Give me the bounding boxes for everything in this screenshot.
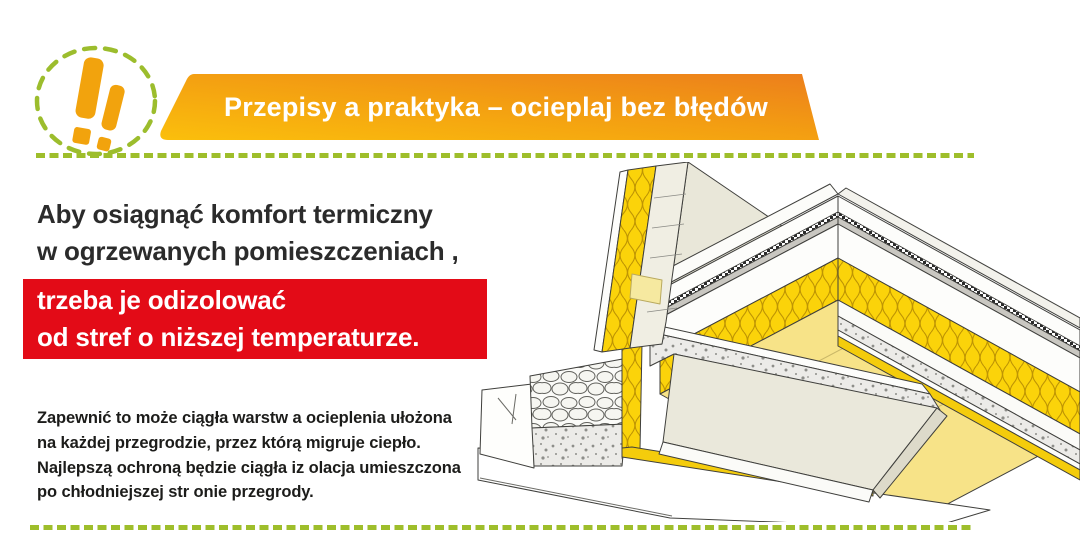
top-dashed-divider bbox=[36, 153, 974, 158]
highlight-line-1: trzeba je odizolować bbox=[37, 285, 286, 315]
double-exclamation-icon bbox=[32, 44, 164, 162]
body-line-2: na każdej przegrodzie, przez którą migruje ciepło. bbox=[37, 433, 421, 452]
body-paragraph bbox=[37, 406, 461, 505]
body-line-4: po chłodniejszej str onie przegrody. bbox=[37, 483, 314, 502]
exclamation-marks bbox=[70, 56, 126, 152]
insulation-cutaway-illustration bbox=[470, 162, 1080, 522]
page-title: Przepisy a praktyka – ocieplaj bez błędów bbox=[224, 92, 768, 122]
highlight-line-2: od stref o niższej temperaturze. bbox=[37, 322, 420, 352]
intro-line-2: w ogrzewanych pomieszczeniach , bbox=[37, 236, 459, 266]
body-line-3: Najlepszą ochroną będzie ciągła iz olacja umieszczona bbox=[37, 458, 461, 477]
intro-headline bbox=[37, 196, 458, 270]
body-line-1: Zapewnić to może ciągła warstw a ocieplenia ułożona bbox=[37, 409, 452, 427]
wall-insulation-lower bbox=[622, 344, 642, 450]
masonry-concrete bbox=[532, 424, 626, 466]
highlight-text bbox=[37, 282, 419, 356]
masonry-cobble bbox=[530, 358, 628, 428]
bottom-dashed-divider bbox=[30, 525, 974, 530]
intro-line-1: Aby osiągnąć komfort termiczny bbox=[37, 199, 433, 229]
corner-block bbox=[480, 384, 534, 468]
